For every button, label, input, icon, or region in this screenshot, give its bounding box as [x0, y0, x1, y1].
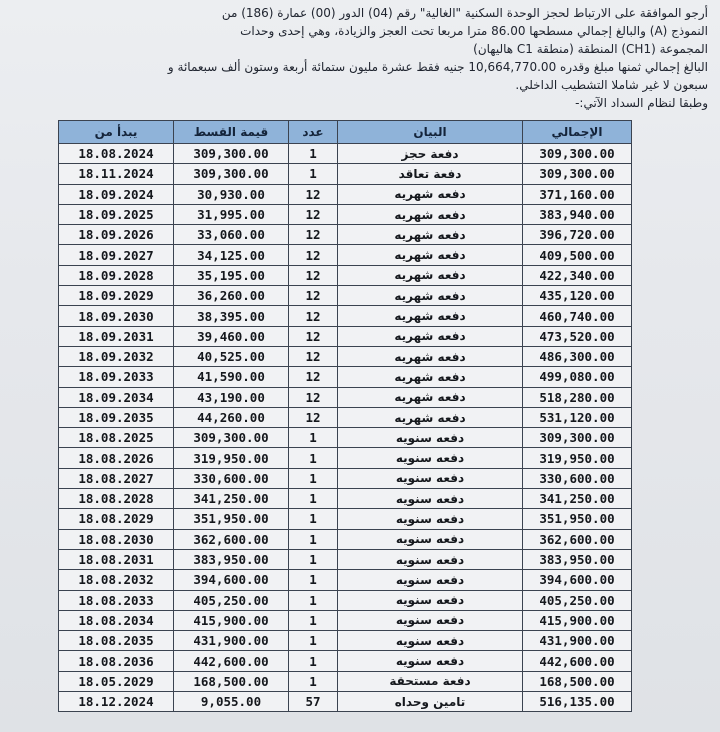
- cell-start-date: 18.09.2030: [59, 306, 174, 326]
- cell-installment-value: 34,125.00: [174, 245, 289, 265]
- cell-start-date: 18.05.2029: [59, 671, 174, 691]
- cell-count: 1: [289, 590, 338, 610]
- table-row: [59, 245, 632, 265]
- cell-installment-value: 43,190.00: [174, 387, 289, 407]
- cell-count: 1: [289, 489, 338, 509]
- intro-text: [18, 4, 708, 112]
- cell-total: 168,500.00: [523, 671, 632, 691]
- header-description: البيان: [338, 121, 523, 144]
- table-row: [59, 346, 632, 366]
- cell-count: 57: [289, 692, 338, 712]
- cell-count: 12: [289, 306, 338, 326]
- cell-installment-value: 35,195.00: [174, 265, 289, 285]
- cell-installment-value: 394,600.00: [174, 570, 289, 590]
- cell-description: دفعه سنويه: [338, 489, 523, 509]
- cell-start-date: 18.08.2033: [59, 590, 174, 610]
- cell-start-date: 18.08.2029: [59, 509, 174, 529]
- cell-installment-value: 168,500.00: [174, 671, 289, 691]
- cell-total: 442,600.00: [523, 651, 632, 671]
- cell-description: دفعه شهريه: [338, 407, 523, 427]
- cell-description: دفعه شهريه: [338, 326, 523, 346]
- cell-start-date: 18.08.2024: [59, 144, 174, 164]
- cell-start-date: 18.08.2027: [59, 468, 174, 488]
- cell-installment-value: 362,600.00: [174, 529, 289, 549]
- cell-count: 1: [289, 610, 338, 630]
- table-row: [59, 407, 632, 427]
- cell-installment-value: 9,055.00: [174, 692, 289, 712]
- cell-total: 486,300.00: [523, 346, 632, 366]
- cell-start-date: 18.08.2028: [59, 489, 174, 509]
- cell-description: تامين وحداه: [338, 692, 523, 712]
- cell-count: 1: [289, 549, 338, 569]
- cell-description: دفعة تعاقد: [338, 164, 523, 184]
- cell-installment-value: 405,250.00: [174, 590, 289, 610]
- cell-installment-value: 351,950.00: [174, 509, 289, 529]
- cell-description: دفعه سنويه: [338, 570, 523, 590]
- table-row: [59, 610, 632, 630]
- cell-count: 12: [289, 387, 338, 407]
- cell-installment-value: 30,930.00: [174, 184, 289, 204]
- cell-description: دفعه سنويه: [338, 448, 523, 468]
- cell-start-date: 18.09.2034: [59, 387, 174, 407]
- cell-start-date: 18.09.2025: [59, 204, 174, 224]
- cell-description: دفعه شهريه: [338, 286, 523, 306]
- cell-description: دفعه سنويه: [338, 631, 523, 651]
- cell-description: دفعه شهريه: [338, 265, 523, 285]
- cell-start-date: 18.08.2034: [59, 610, 174, 630]
- table-row: [59, 184, 632, 204]
- cell-total: 371,160.00: [523, 184, 632, 204]
- cell-description: دفعه شهريه: [338, 387, 523, 407]
- cell-count: 1: [289, 529, 338, 549]
- cell-description: دفعه سنويه: [338, 610, 523, 630]
- cell-installment-value: 309,300.00: [174, 164, 289, 184]
- table-row: [59, 549, 632, 569]
- cell-start-date: 18.08.2036: [59, 651, 174, 671]
- cell-description: دفعة حجز: [338, 144, 523, 164]
- table-row: [59, 590, 632, 610]
- cell-start-date: 18.08.2026: [59, 448, 174, 468]
- table-row: [59, 286, 632, 306]
- cell-installment-value: 31,995.00: [174, 204, 289, 224]
- cell-installment-value: 41,590.00: [174, 367, 289, 387]
- cell-installment-value: 383,950.00: [174, 549, 289, 569]
- intro-line: وطبقا لنظام السداد الآتي:-: [575, 96, 708, 110]
- cell-total: 319,950.00: [523, 448, 632, 468]
- cell-description: دفعه شهريه: [338, 184, 523, 204]
- cell-total: 431,900.00: [523, 631, 632, 651]
- cell-start-date: 18.09.2027: [59, 245, 174, 265]
- cell-description: دفعه شهريه: [338, 204, 523, 224]
- cell-installment-value: 40,525.00: [174, 346, 289, 366]
- cell-start-date: 18.09.2028: [59, 265, 174, 285]
- table-row: [59, 265, 632, 285]
- table-row: [59, 204, 632, 224]
- table-row: [59, 225, 632, 245]
- cell-installment-value: 39,460.00: [174, 326, 289, 346]
- cell-count: 12: [289, 367, 338, 387]
- cell-total: 531,120.00: [523, 407, 632, 427]
- cell-count: 1: [289, 570, 338, 590]
- table-row: [59, 306, 632, 326]
- cell-start-date: 18.09.2031: [59, 326, 174, 346]
- cell-installment-value: 341,250.00: [174, 489, 289, 509]
- cell-description: دفعه سنويه: [338, 651, 523, 671]
- intro-line: سبعون لا غير شاملا التشطيب الداخلي.: [515, 78, 708, 92]
- cell-total: 422,340.00: [523, 265, 632, 285]
- cell-start-date: 18.12.2024: [59, 692, 174, 712]
- table-row: [59, 367, 632, 387]
- cell-description: دفعه سنويه: [338, 549, 523, 569]
- cell-total: 383,950.00: [523, 549, 632, 569]
- cell-installment-value: 44,260.00: [174, 407, 289, 427]
- cell-total: 309,300.00: [523, 144, 632, 164]
- cell-total: 435,120.00: [523, 286, 632, 306]
- cell-total: 383,940.00: [523, 204, 632, 224]
- cell-installment-value: 38,395.00: [174, 306, 289, 326]
- cell-installment-value: 415,900.00: [174, 610, 289, 630]
- table-row: [59, 489, 632, 509]
- cell-description: دفعه شهريه: [338, 225, 523, 245]
- cell-start-date: 18.09.2026: [59, 225, 174, 245]
- table-row: [59, 428, 632, 448]
- cell-total: 405,250.00: [523, 590, 632, 610]
- cell-count: 12: [289, 204, 338, 224]
- table-row: [59, 468, 632, 488]
- table-row: [59, 692, 632, 712]
- cell-start-date: 18.09.2024: [59, 184, 174, 204]
- cell-count: 12: [289, 326, 338, 346]
- table-header-row: [59, 121, 632, 144]
- cell-total: 473,520.00: [523, 326, 632, 346]
- cell-total: 351,950.00: [523, 509, 632, 529]
- cell-start-date: 18.08.2032: [59, 570, 174, 590]
- table-row: [59, 529, 632, 549]
- cell-description: دفعه سنويه: [338, 590, 523, 610]
- cell-count: 1: [289, 509, 338, 529]
- table-row: [59, 387, 632, 407]
- cell-count: 1: [289, 468, 338, 488]
- cell-description: دفعه سنويه: [338, 509, 523, 529]
- cell-start-date: 18.11.2024: [59, 164, 174, 184]
- cell-count: 12: [289, 184, 338, 204]
- cell-installment-value: 330,600.00: [174, 468, 289, 488]
- cell-count: 12: [289, 346, 338, 366]
- cell-start-date: 18.09.2029: [59, 286, 174, 306]
- cell-total: 518,280.00: [523, 387, 632, 407]
- table-row: [59, 326, 632, 346]
- cell-total: 309,300.00: [523, 164, 632, 184]
- cell-description: دفعه سنويه: [338, 468, 523, 488]
- cell-start-date: 18.08.2030: [59, 529, 174, 549]
- cell-total: 330,600.00: [523, 468, 632, 488]
- cell-count: 1: [289, 671, 338, 691]
- cell-description: دفعه سنويه: [338, 529, 523, 549]
- cell-total: 309,300.00: [523, 428, 632, 448]
- cell-description: دفعه شهريه: [338, 306, 523, 326]
- intro-line: البالغ إجمالي ثمنها مبلغ وقدره 10,664,770.00 جنيه فقط عشرة مليون ستمائة أربعة وستون ألف سبعمائة و: [167, 60, 708, 74]
- cell-description: دفعه شهريه: [338, 367, 523, 387]
- cell-start-date: 18.09.2033: [59, 367, 174, 387]
- cell-start-date: 18.09.2035: [59, 407, 174, 427]
- table-row: [59, 164, 632, 184]
- cell-count: 1: [289, 631, 338, 651]
- cell-total: 362,600.00: [523, 529, 632, 549]
- cell-description: دفعه شهريه: [338, 245, 523, 265]
- cell-count: 12: [289, 265, 338, 285]
- intro-line: النموذج (A) والبالغ إجمالي مسطحها 86.00 مترا مربعا تحت العجز والزيادة، وهي إحدى وحدات: [240, 24, 708, 38]
- cell-installment-value: 309,300.00: [174, 428, 289, 448]
- cell-installment-value: 319,950.00: [174, 448, 289, 468]
- cell-start-date: 18.08.2031: [59, 549, 174, 569]
- cell-start-date: 18.08.2025: [59, 428, 174, 448]
- cell-total: 499,080.00: [523, 367, 632, 387]
- cell-installment-value: 309,300.00: [174, 144, 289, 164]
- table-row: [59, 671, 632, 691]
- table-row: [59, 448, 632, 468]
- cell-count: 12: [289, 407, 338, 427]
- cell-count: 1: [289, 448, 338, 468]
- cell-count: 1: [289, 164, 338, 184]
- header-total: الإجمالي: [523, 121, 632, 144]
- cell-total: 409,500.00: [523, 245, 632, 265]
- header-installment-value: قيمة القسط: [174, 121, 289, 144]
- cell-installment-value: 442,600.00: [174, 651, 289, 671]
- cell-count: 12: [289, 286, 338, 306]
- cell-total: 396,720.00: [523, 225, 632, 245]
- cell-total: 394,600.00: [523, 570, 632, 590]
- cell-description: دفعه سنويه: [338, 428, 523, 448]
- table-row: [59, 631, 632, 651]
- cell-installment-value: 36,260.00: [174, 286, 289, 306]
- cell-description: دفعه شهريه: [338, 346, 523, 366]
- intro-line: أرجو الموافقة على الارتباط لحجز الوحدة السكنية "الغالية" رقم (04) الدور (00) عمارة (186) من: [221, 6, 708, 20]
- header-start-date: يبدأ من: [59, 121, 174, 144]
- cell-count: 1: [289, 428, 338, 448]
- table-row: [59, 570, 632, 590]
- cell-total: 516,135.00: [523, 692, 632, 712]
- cell-total: 460,740.00: [523, 306, 632, 326]
- cell-count: 12: [289, 245, 338, 265]
- table-row: [59, 651, 632, 671]
- payment-schedule-table: [58, 120, 632, 712]
- table-row: [59, 144, 632, 164]
- table-row: [59, 509, 632, 529]
- cell-installment-value: 431,900.00: [174, 631, 289, 651]
- cell-count: 12: [289, 225, 338, 245]
- cell-count: 1: [289, 651, 338, 671]
- cell-start-date: 18.09.2032: [59, 346, 174, 366]
- cell-installment-value: 33,060.00: [174, 225, 289, 245]
- intro-line: المجموعة (CH1) المنطقة (منطقة C1 هاليهان): [473, 42, 708, 56]
- cell-description: دفعة مستحقة: [338, 671, 523, 691]
- cell-count: 1: [289, 144, 338, 164]
- header-count: عدد: [289, 121, 338, 144]
- cell-total: 341,250.00: [523, 489, 632, 509]
- cell-total: 415,900.00: [523, 610, 632, 630]
- cell-start-date: 18.08.2035: [59, 631, 174, 651]
